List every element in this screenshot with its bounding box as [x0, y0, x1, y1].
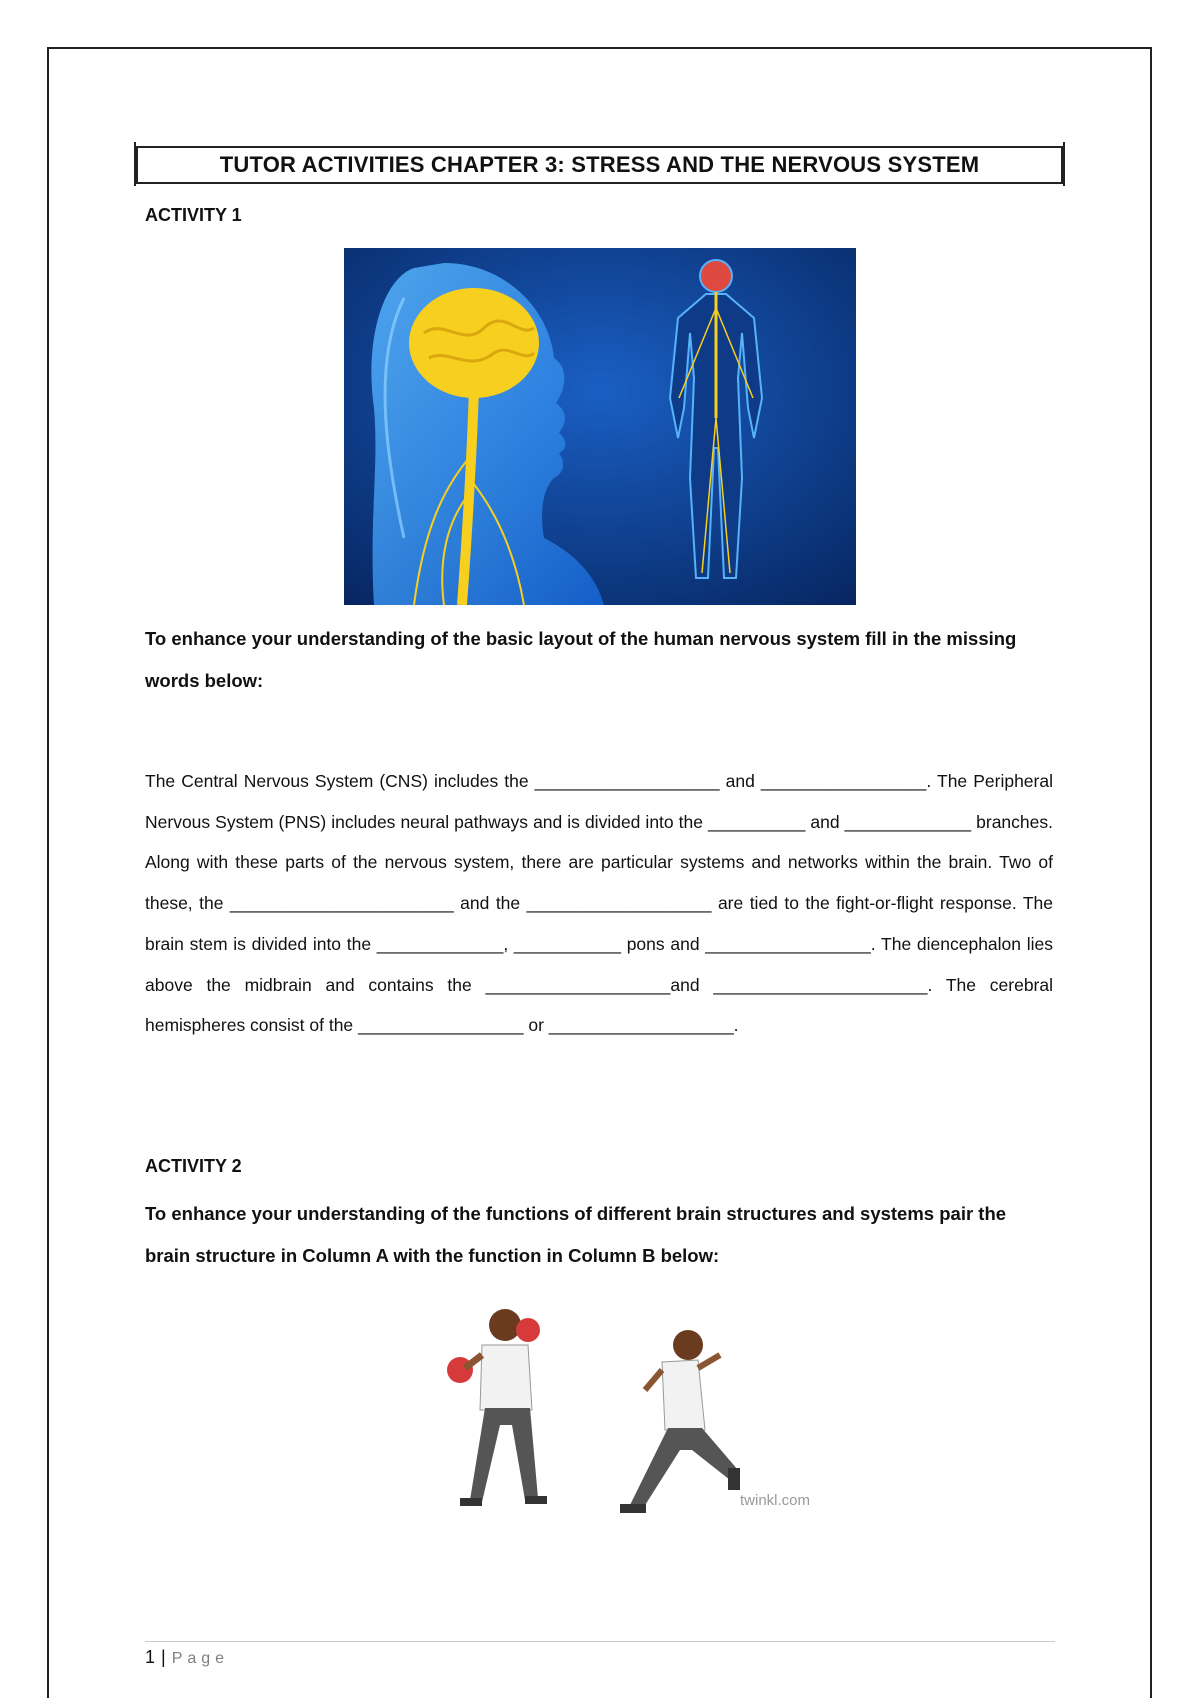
- title-box: [136, 146, 1063, 184]
- fight-or-flight-image: [430, 1290, 830, 1535]
- activity2-heading: ACTIVITY 2: [145, 1156, 242, 1176]
- activity2-instruction: To enhance your understanding of the functions of different brain structures and systems pair the brain structure in Column A with the function in Column B below:: [145, 1203, 1007, 1266]
- activity1-heading: ACTIVITY 1: [145, 205, 242, 225]
- page-title: TUTOR ACTIVITIES CHAPTER 3: STRESS AND THE NERVOUS SYSTEM: [219, 152, 980, 177]
- footer-divider: [145, 1641, 1055, 1642]
- twinkl-watermark: twinkl.com: [739, 1492, 811, 1509]
- fill-in-paragraph: The Central Nervous System (CNS) includes the ___________________ and _________________. The Peripheral Nervous System (PNS) includes neural pathways and is divided into the __________ and _____________ branches. Along with these parts of the nervous system, there are particular systems and networks within the brain. Two of these, the _______________________ and the ___________________ are tied to the fight-or-flight response. The brain stem is divided into the _____________, ___________ pons and _________________. The diencephalon lies above the midbrain and contains the ___________________and ______________________. The cerebral hemispheres consist of the _________________ or ___________________.: [145, 771, 1053, 1036]
- footer-separator: |: [161, 1647, 166, 1667]
- page-number: 1: [145, 1647, 156, 1667]
- activity1-instruction: To enhance your understanding of the basic layout of the human nervous system fill in the missing words below:: [145, 628, 1017, 691]
- page-footer: [145, 1647, 229, 1668]
- page-word: Page: [171, 1650, 230, 1667]
- nervous-system-image: [344, 248, 856, 605]
